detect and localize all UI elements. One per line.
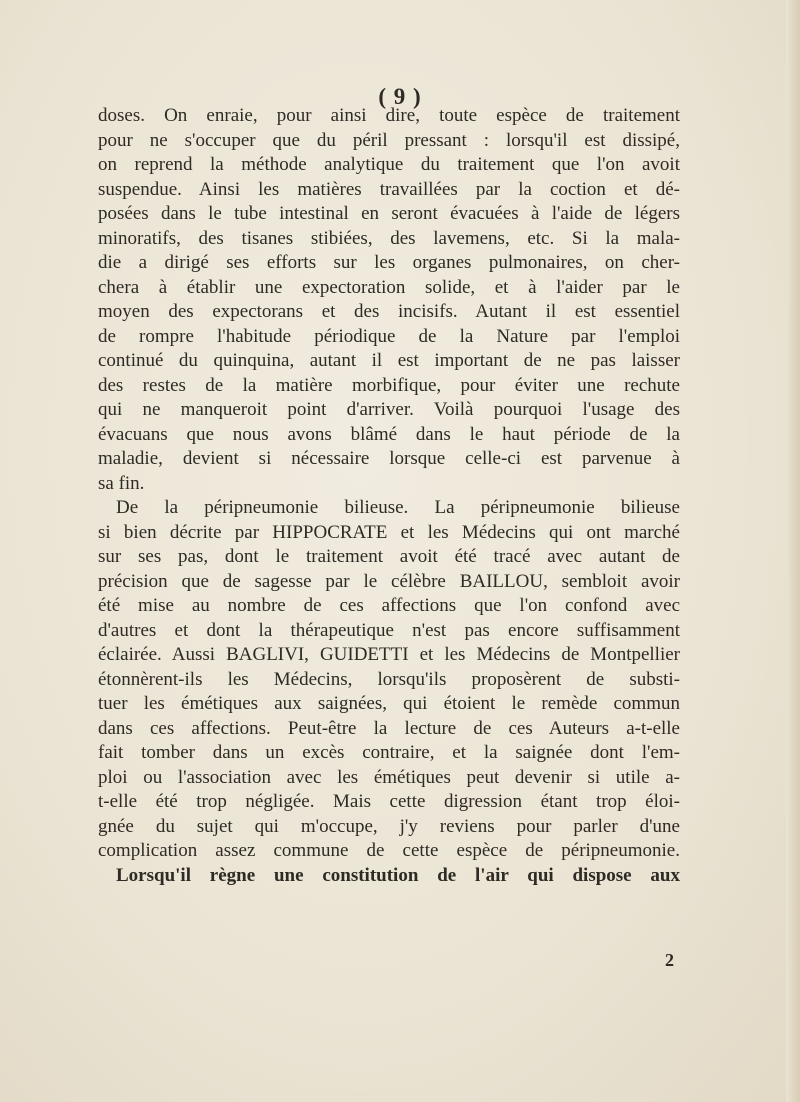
text-line: t-elle été trop négligée. Mais cette digression étant trop éloi-	[98, 791, 680, 812]
text-line: on reprend la méthode analytique du traitement que l'on avoit	[98, 154, 680, 175]
text-line: fait tomber dans un excès contraire, et la saignée dont l'em-	[98, 742, 680, 763]
text-line: chera à établir une expectoration solide, et à l'aider par le	[98, 276, 680, 298]
text-line: maladie, devient si nécessaire lorsque celle-ci est parvenue à	[98, 448, 680, 469]
text-line: die a dirigé ses efforts sur les organes pulmonaires, on cher-	[98, 252, 680, 273]
text-line: d'autres et dont la thérapeutique n'est pas encore suffisamment	[98, 619, 680, 641]
body-text	[98, 104, 680, 888]
text-line: si bien décrite par HIPPOCRATE et les Médecins qui ont marché	[98, 521, 680, 543]
text-line: doses. On enraie, pour ainsi dire, toute espèce de traitement	[98, 105, 680, 126]
section-heading-line: De la péripneumonie bilieuse. La péripneumonie bilieuse	[116, 497, 680, 518]
signature-mark: 2	[665, 950, 674, 970]
text-line: des restes de la matière morbifique, pour éviter une rechute	[98, 374, 680, 396]
text-line: continué du quinquina, autant il est important de ne pas laisser	[98, 350, 680, 371]
text-line: qui ne manqueroit point d'arriver. Voilà pourquoi l'usage des	[98, 399, 680, 420]
text-line: dans ces affections. Peut-être la lecture de ces Auteurs a-t-elle	[98, 717, 680, 739]
text-line: minoratifs, des tisanes stibiées, des lavemens, etc. Si la mala-	[98, 227, 680, 249]
text-line: suspendue. Ainsi les matières travaillées par la coction et dé-	[98, 178, 680, 200]
text-line: évacuans que nous avons blâmé dans le haut période de la	[98, 423, 680, 445]
text-line: sur ses pas, dont le traitement avoit été tracé avec autant de	[98, 546, 680, 567]
text-line: tuer les émétiques aux saignées, qui étoient le remède commun	[98, 693, 680, 714]
page-number: ( 9 )	[378, 84, 422, 109]
text-line: moyen des expectorans et des incisifs. Autant il est essentiel	[98, 301, 680, 322]
text-line: gnée du sujet qui m'occupe, j'y reviens pour parler d'une	[98, 815, 680, 837]
text-line: de rompre l'habitude périodique de la Nature par l'emploi	[98, 325, 680, 347]
text-line: Lorsqu'il règne une constitution de l'air qui dispose aux	[116, 864, 680, 886]
text-line: précision que de sagesse par le célèbre BAILLOU, sembloit avoir	[98, 570, 680, 592]
text-line: été mise au nombre de ces affections que l'on confond avec	[98, 595, 680, 616]
text-line: éclairée. Aussi BAGLIVI, GUIDETTI et les Médecins de Montpellier	[98, 644, 680, 665]
text-line: sa fin.	[98, 472, 145, 494]
text-line: complication assez commune de cette espèce de péripneumonie.	[98, 840, 680, 861]
text-line: ploi ou l'association avec les émétiques peut devenir si utile a-	[98, 766, 680, 788]
text-line: posées dans le tube intestinal en seront évacuées à l'aide de légers	[98, 203, 680, 224]
page-edge	[786, 0, 800, 1102]
text-line: pour ne s'occuper que du péril pressant : lorsqu'il est dissipé,	[98, 129, 680, 151]
text-line: étonnèrent-ils les Médecins, lorsqu'ils proposèrent de substi-	[98, 668, 680, 690]
